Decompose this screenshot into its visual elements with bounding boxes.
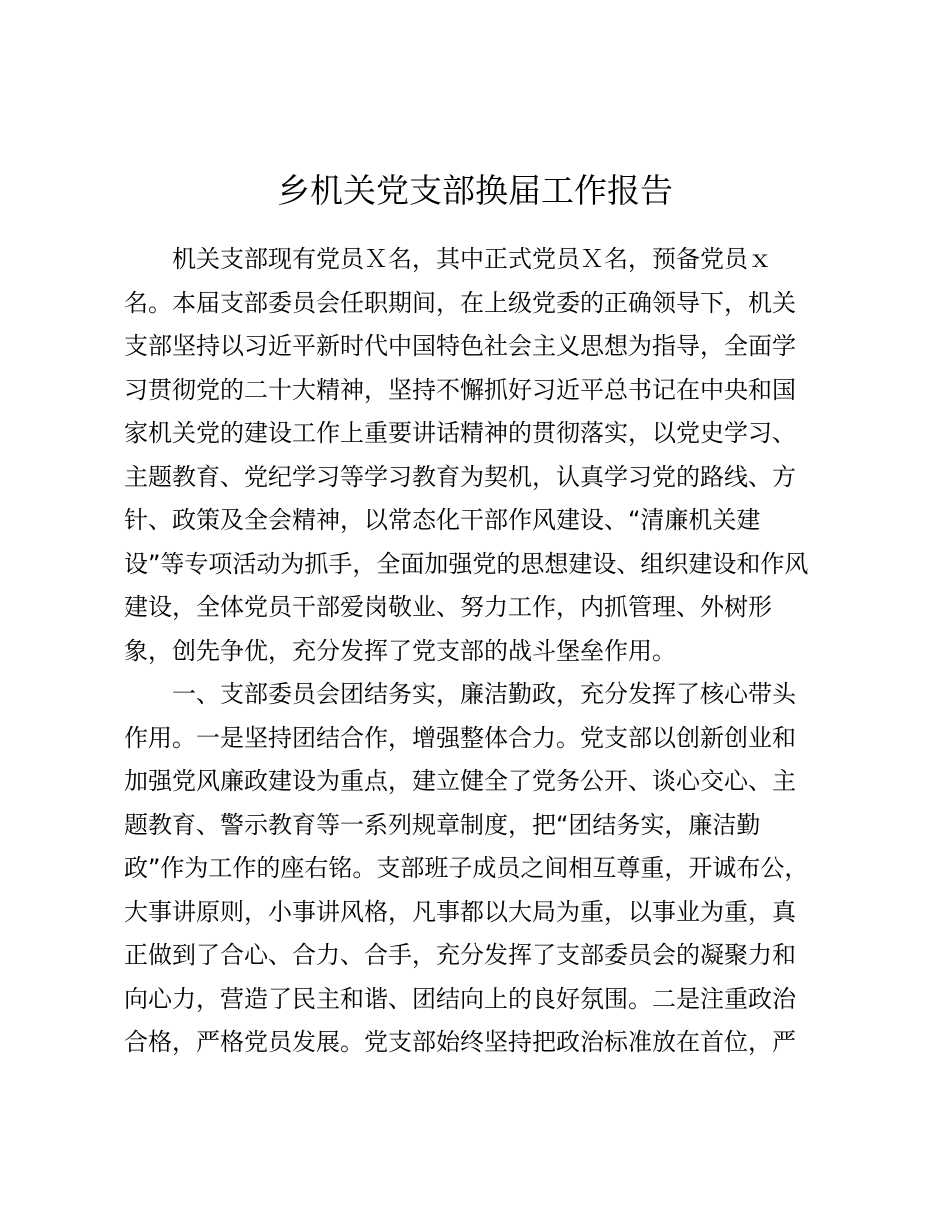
paragraph-line: 正做到了合心、合力、合手，充分发挥了支部委员会的凝聚力和	[124, 941, 796, 969]
paragraph-line: 设”等专项活动为抓手，全面加强党的思想建设、组织建设和作风	[124, 549, 809, 578]
paragraph-line: 题教育、警示教育等一系列规章制度，把“团结务实，廉洁勤	[124, 810, 761, 839]
paragraph-line: 加强党风廉政建设为重点，建立健全了党务公开、谈心交心、主	[124, 767, 796, 795]
paragraph-line: 支部坚持以习近平新时代中国特色社会主义思想为指导，全面学	[124, 332, 796, 360]
paragraph-line: 建设，全体党员干部爱岗敬业、努力工作，内抓管理、外树形	[124, 593, 772, 621]
paragraph-line: 名。本届支部委员会任职期间，在上级党委的正确领导下，机关	[124, 288, 796, 317]
paragraph-2	[124, 673, 834, 1065]
document-title: 乡机关党支部换届工作报告	[277, 171, 673, 210]
paragraph-line: 向心力，营造了民主和谐、团结向上的良好氛围。二是注重政治	[124, 984, 796, 1013]
paragraph-line: 大事讲原则，小事讲风格，凡事都以大局为重，以事业为重，真	[124, 897, 796, 926]
paragraph-line: 作用。一是坚持团结合作，增强整体合力。党支部以创新创业和	[124, 723, 796, 752]
paragraph-line: 家机关党的建设工作上重要讲话精神的贯彻落实，以党史学习、	[124, 419, 796, 447]
paragraph-line: 象，创先争优，充分发挥了党支部的战斗堡垒作用。	[124, 636, 676, 665]
paragraph-line: 机关支部现有党员Ｘ名，其中正式党员Ｘ名，预备党员ｘ	[172, 245, 772, 273]
paragraph-line: 习贯彻党的二十大精神，坚持不懈抓好习近平总书记在中央和国	[124, 375, 796, 404]
paragraph-line: 针、政策及全会精神，以常态化干部作风建设、“清廉机关建	[124, 506, 761, 534]
paragraph-line: 一、支部委员会团结务实，廉洁勤政，充分发挥了核心带头	[172, 680, 796, 708]
paragraph-line: 主题教育、党纪学习等学习教育为契机，认真学习党的路线、方	[124, 462, 796, 491]
paragraph-line: 合格，严格党员发展。党支部始终坚持把政治标准放在首位，严	[124, 1028, 796, 1056]
paragraph-1	[124, 238, 834, 673]
paragraph-line: 政”作为工作的座右铭。支部班子成员之间相互尊重，开诚布公，	[124, 854, 809, 882]
